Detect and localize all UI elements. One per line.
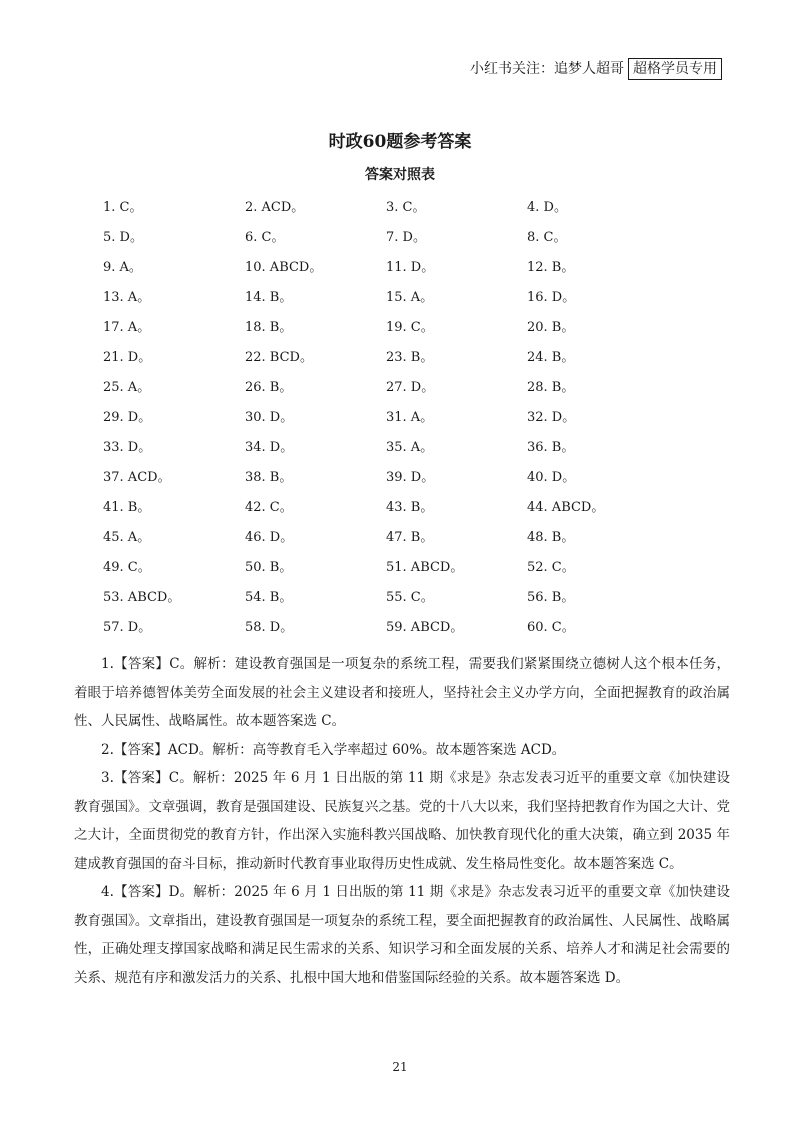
answer-item: 20. B。 [527, 320, 575, 335]
answer-item: 24. B。 [527, 350, 575, 365]
answer-item: 50. B。 [245, 560, 293, 575]
answer-item: 28. B。 [527, 380, 575, 395]
page-number: 21 [392, 1060, 408, 1074]
answer-item: 35. A。 [386, 440, 434, 455]
explanation-paragraph: 2.【答案】ACD。解析：高等教育毛入学率超过 60%。故本题答案选 ACD。 [101, 741, 566, 758]
answer-item: 2. ACD。 [245, 200, 305, 215]
answer-item: 47. B。 [386, 530, 434, 545]
answer-item: 60. C。 [527, 620, 575, 635]
answer-item: 6. C。 [245, 230, 285, 245]
answer-item: 4. D。 [527, 200, 567, 215]
answer-item: 51. ABCD。 [386, 560, 464, 575]
header-follow-text: 小红书关注：追梦人超哥 [470, 61, 624, 77]
answer-item: 31. A。 [386, 410, 434, 425]
header-boxed-label: 超格学员专用 [628, 58, 722, 80]
answer-item: 19. C。 [386, 320, 434, 335]
answer-item: 46. D。 [245, 530, 294, 545]
answer-item: 59. ABCD。 [386, 620, 464, 635]
answer-grid [103, 196, 703, 646]
answer-item: 22. BCD。 [245, 350, 313, 365]
answer-item: 55. C。 [386, 590, 434, 605]
explanation-paragraph: 4.【答案】D。解析：2025 年 6 月 1 日出版的第 11 期《求是》杂志发表习近平的重要文章《加快建设教育强国》。文章指出，建设教育强国是一项复杂的系统工程，要全面把握教育的政治属性、人民属性、战略属性，正确处理支撑国家战略和满足民生需求的关系、知识学习和全面发展的关系、培养人才和满足社会需要的关系、规范有序和激发活力的关系、扎根中国大地和借鉴国际经验的关系。故本题答案选 D。 [74, 884, 730, 986]
answer-item: 54. B。 [245, 590, 293, 605]
answer-item: 13. A。 [103, 290, 151, 305]
answer-table-title: 答案对照表 [365, 167, 435, 183]
answer-item: 27. D。 [386, 380, 435, 395]
answer-item: 16. D。 [527, 290, 576, 305]
answer-item: 37. ACD。 [103, 470, 171, 485]
explanation-paragraph: 1.【答案】C。解析：建设教育强国是一项复杂的系统工程，需要我们紧紧围绕立德树人这个根本任务，着眼于培养德智体美劳全面发展的社会主义建设者和接班人，坚持社会主义办学方向，全面把握教育的政治属性、人民属性、战略属性。故本题答案选 C。 [74, 656, 730, 729]
answer-item: 58. D。 [245, 620, 294, 635]
answer-item: 15. A。 [386, 290, 434, 305]
page-header [470, 58, 722, 80]
answer-item: 45. A。 [103, 530, 151, 545]
answer-item: 11. D。 [386, 260, 435, 275]
answer-item: 41. B。 [103, 500, 151, 515]
answer-item: 33. D。 [103, 440, 152, 455]
explanation-paragraph: 3.【答案】C。解析：2025 年 6 月 1 日出版的第 11 期《求是》杂志发表习近平的重要文章《加快建设教育强国》。文章强调，教育是强国建设、民族复兴之基。党的十八大以来，我们坚持把教育作为国之大计、党之大计，全面贯彻党的教育方针，作出深入实施科教兴国战略、加快教育现代化的重大决策，确立到 2035 年建成教育强国的奋斗目标，推动新时代教育事业取得历史性成就、发生格局性变化。故本题答案选 C。 [74, 770, 730, 872]
answer-item: 42. C。 [245, 500, 293, 515]
answer-item: 8. C。 [527, 230, 567, 245]
answer-item: 5. D。 [103, 230, 143, 245]
page-title: 时政60题参考答案 [328, 132, 472, 152]
answer-item: 30. D。 [245, 410, 294, 425]
answer-item: 3. C。 [386, 200, 426, 215]
answer-item: 56. B。 [527, 590, 575, 605]
answer-item: 32. D。 [527, 410, 576, 425]
answer-item: 39. D。 [386, 470, 435, 485]
answer-item: 36. B。 [527, 440, 575, 455]
answer-item: 1. C。 [103, 200, 143, 215]
answer-item: 23. B。 [386, 350, 434, 365]
answer-item: 40. D。 [527, 470, 576, 485]
answer-item: 43. B。 [386, 500, 434, 515]
answer-item: 14. B。 [245, 290, 293, 305]
answer-item: 21. D。 [103, 350, 152, 365]
answer-item: 12. B。 [527, 260, 575, 275]
answer-item: 49. C。 [103, 560, 151, 575]
answer-item: 53. ABCD。 [103, 590, 181, 605]
answer-item: 34. D。 [245, 440, 294, 455]
answer-item: 48. B。 [527, 530, 575, 545]
answer-item: 52. C。 [527, 560, 575, 575]
answer-item: 26. B。 [245, 380, 293, 395]
answer-item: 29. D。 [103, 410, 152, 425]
explanations [74, 650, 730, 992]
answer-item: 7. D。 [386, 230, 426, 245]
answer-item: 25. A。 [103, 380, 151, 395]
answer-item: 18. B。 [245, 320, 293, 335]
answer-item: 44. ABCD。 [527, 500, 605, 515]
answer-item: 9. A。 [103, 260, 142, 275]
answer-item: 17. A。 [103, 320, 151, 335]
answer-item: 57. D。 [103, 620, 152, 635]
answer-item: 10. ABCD。 [245, 260, 323, 275]
answer-item: 38. B。 [245, 470, 293, 485]
